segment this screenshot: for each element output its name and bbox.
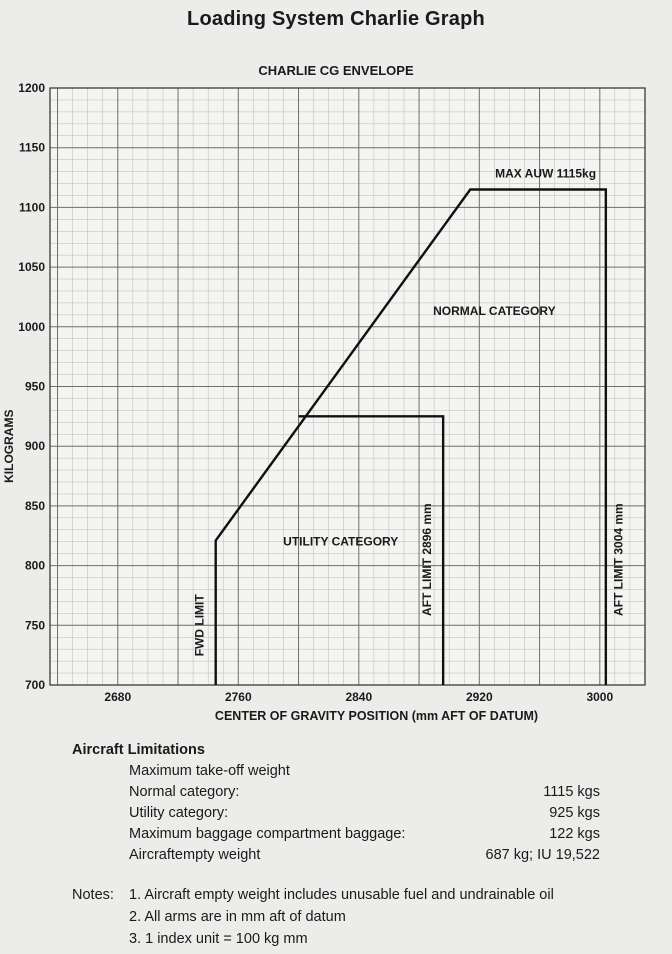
y-tick-label: 950 — [24, 379, 45, 394]
limitation-label: Utility category: — [129, 805, 229, 821]
x-tick-label: 3000 — [586, 690, 614, 704]
limitation-row — [72, 845, 632, 866]
y-tick-label: 1150 — [18, 140, 45, 155]
y-tick-label: 1100 — [18, 200, 45, 215]
limitation-value: 687 kg; IU 19,522 — [485, 847, 600, 863]
page-title: Loading System Charlie Graph — [187, 8, 485, 30]
limitation-label: Normal category: — [129, 784, 240, 800]
x-tick-label: 2680 — [104, 690, 132, 704]
chart-annotation: NORMAL CATEGORY — [433, 303, 556, 318]
limitation-value: 122 kgs — [549, 826, 600, 842]
y-tick-label: 800 — [24, 558, 45, 573]
y-tick-label: 750 — [24, 618, 45, 633]
limitation-row — [72, 803, 632, 824]
notes-label: Notes: — [72, 887, 114, 903]
limitation-label: Aircraftempty weight — [129, 847, 261, 863]
chart-annotation: AFT LIMIT 3004 mm — [611, 503, 626, 616]
x-axis-label: CENTER OF GRAVITY POSITION (mm AFT OF DATUM) — [214, 709, 539, 723]
y-tick-label: 1200 — [18, 81, 45, 95]
y-tick-label: 850 — [24, 498, 45, 513]
limitation-label: Maximum baggage compartment baggage: — [129, 826, 406, 842]
limitation-value: 925 kgs — [549, 805, 600, 821]
note-item: 2. All arms are in mm aft of datum — [129, 909, 346, 925]
limitation-row — [72, 761, 632, 782]
chart-annotation: AFT LIMIT 2896 mm — [420, 503, 435, 616]
chart-annotation: FWD LIMIT — [192, 594, 207, 657]
limitation-label: Maximum take-off weight — [129, 763, 290, 779]
chart-annotation: MAX AUW 1115kg — [495, 166, 597, 181]
y-tick-label: 1000 — [18, 319, 45, 334]
chart-annotation: UTILITY CATEGORY — [283, 534, 399, 549]
limitation-row — [72, 782, 632, 803]
x-tick-label: 2760 — [224, 690, 252, 704]
y-tick-label: 1050 — [18, 260, 45, 275]
limitations-heading: Aircraft Limitations — [72, 742, 205, 758]
limitation-value: 1115 kgs — [543, 784, 600, 800]
x-tick-label: 2840 — [345, 690, 373, 704]
x-tick-label: 2920 — [465, 690, 493, 704]
note-item: 3. 1 index unit = 100 kg mm — [129, 931, 308, 947]
y-tick-label: 700 — [24, 678, 45, 692]
aircraft-limitations — [72, 740, 632, 866]
y-tick-label: 900 — [24, 439, 45, 454]
chart-title: CHARLIE CG ENVELOPE — [258, 63, 414, 78]
limitation-row — [72, 824, 632, 845]
note-item: 1. Aircraft empty weight includes unusable fuel and undrainable oil — [129, 887, 554, 903]
y-axis-label: KILOGRAMS — [2, 409, 16, 483]
